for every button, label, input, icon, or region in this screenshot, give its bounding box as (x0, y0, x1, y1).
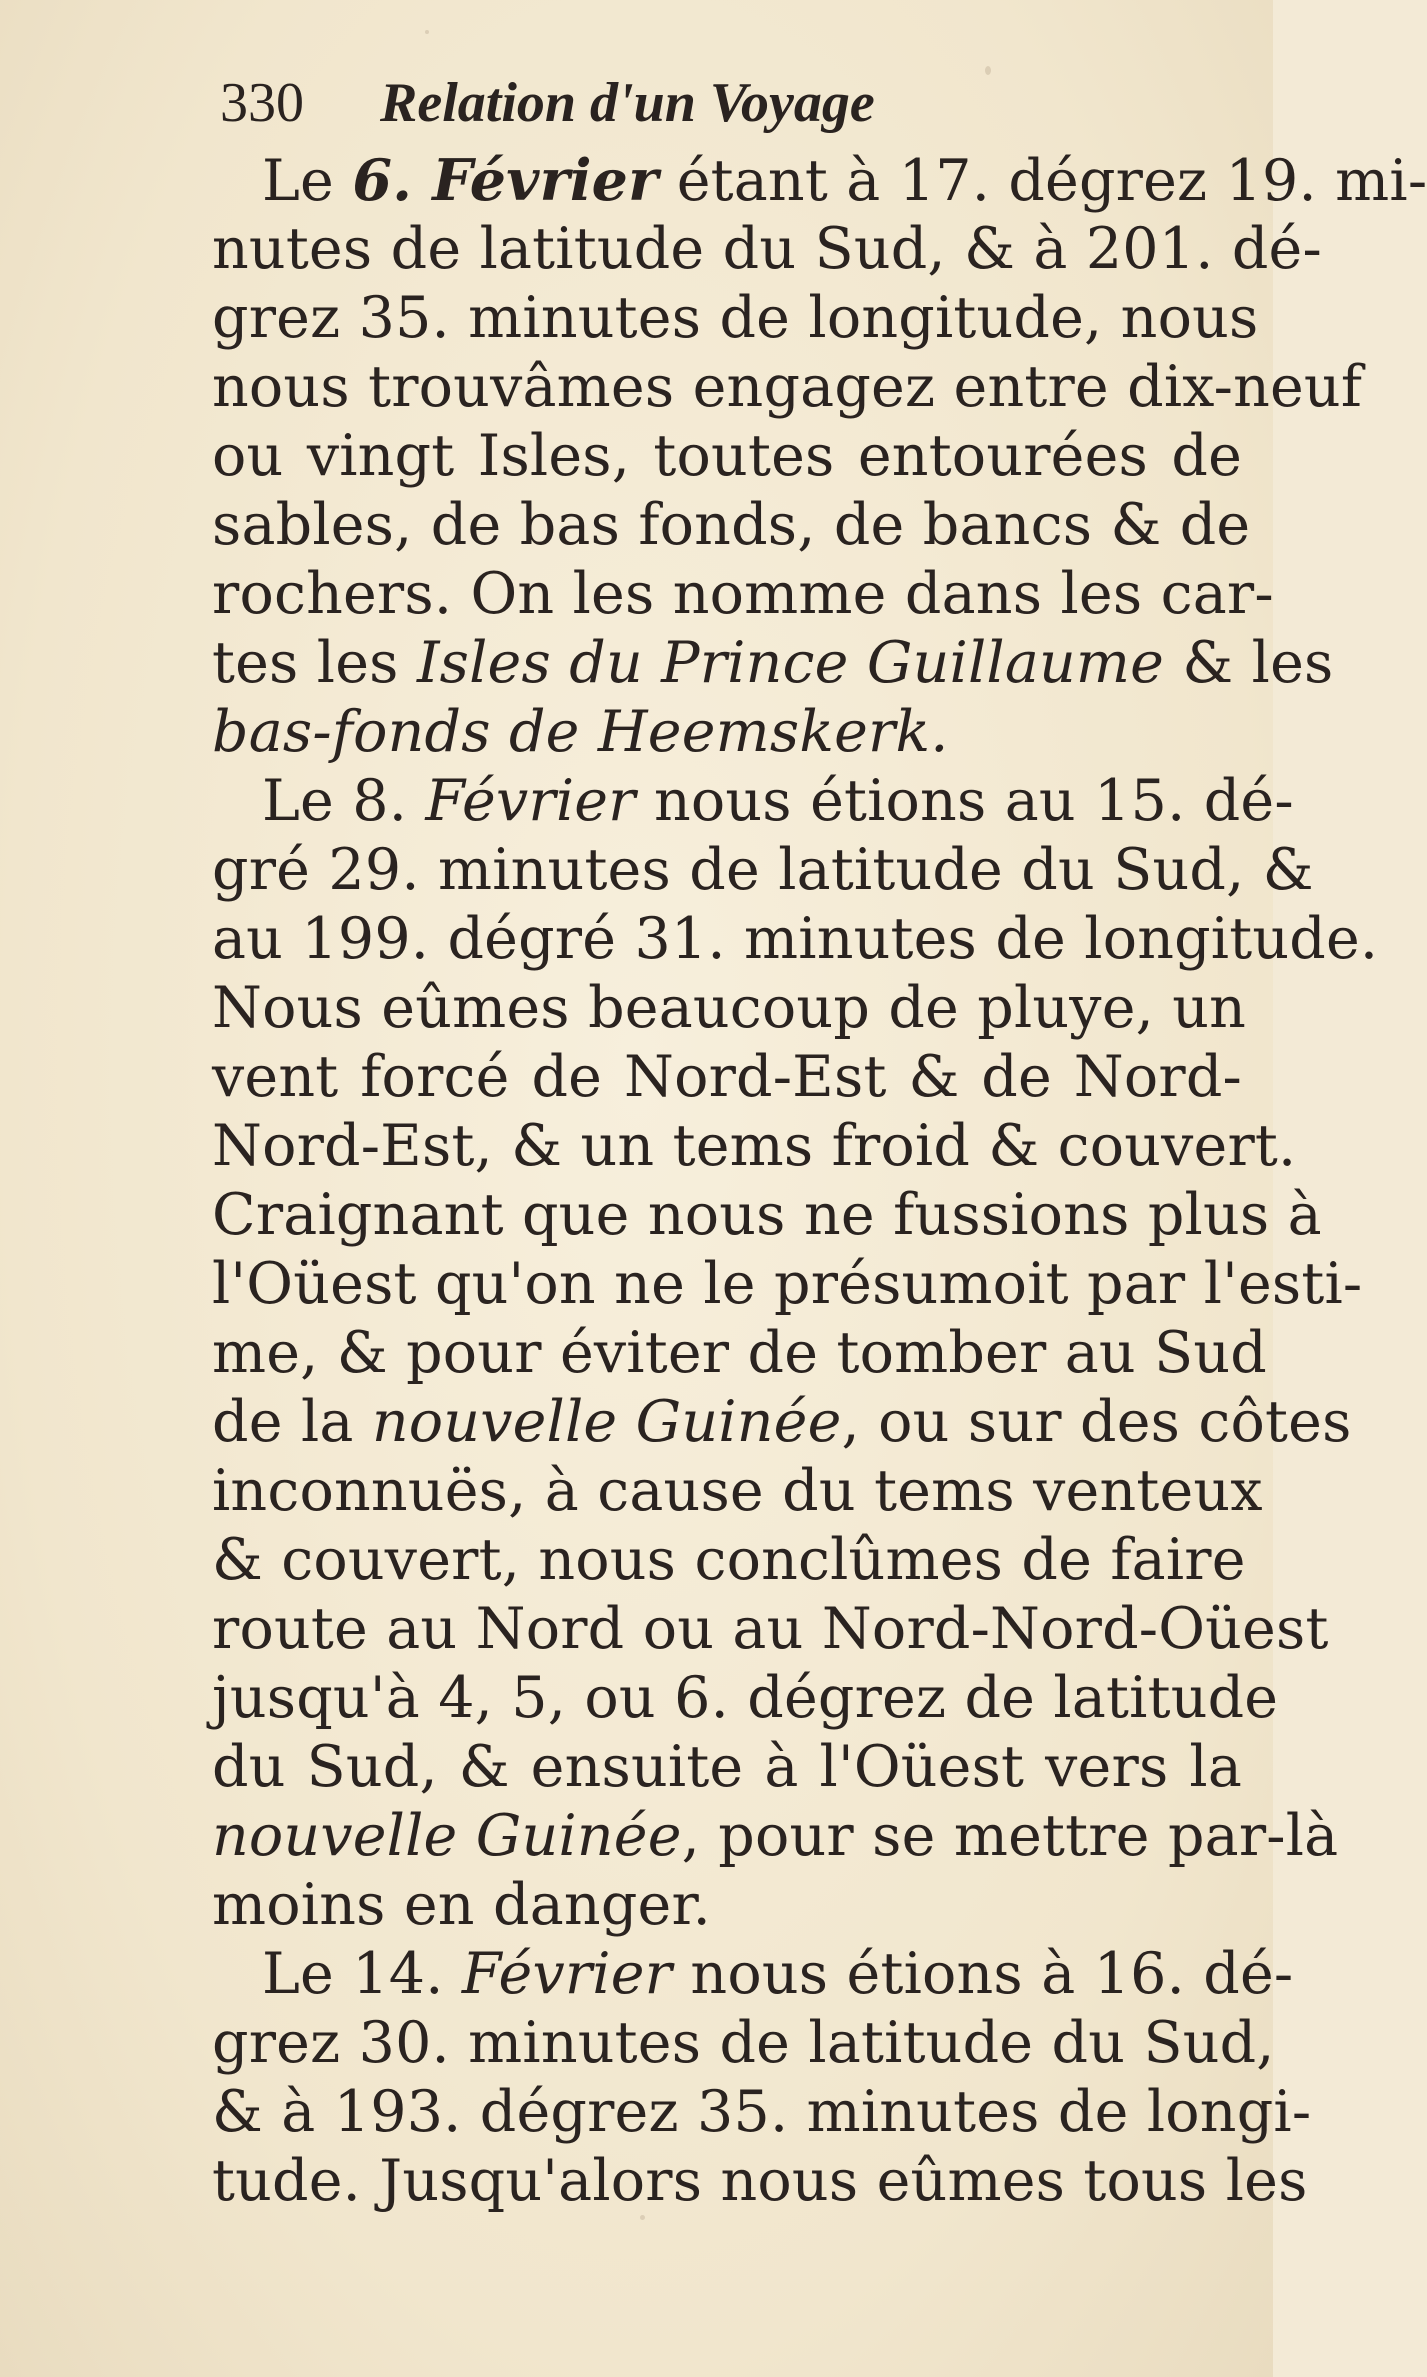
text-line (212, 215, 1322, 284)
text-run: tes les (212, 630, 417, 696)
text-line (212, 1112, 1297, 1181)
text-run: nous étions à 16. dé- (672, 1941, 1294, 2007)
text-run: rochers. On les nomme dans les car- (212, 561, 1274, 627)
text-line (212, 698, 1242, 767)
running-title: Relation d'un Voyage (380, 72, 875, 134)
text-line (212, 1043, 1242, 1112)
text-run: au 199. dégré 31. minutes de longitude. (212, 906, 1379, 972)
text-run: Le 14. (262, 1941, 462, 2007)
text-run: & les (1164, 630, 1334, 696)
text-line (212, 560, 1274, 629)
text-line (212, 2147, 1308, 2216)
text-run: ou vingt Isles, toutes entourées de (212, 423, 1242, 489)
text-line (212, 1595, 1329, 1664)
text-line (212, 629, 1334, 698)
text-run: jusqu'à 4, 5, ou 6. dégrez de latitude (212, 1665, 1279, 1731)
italic-phrase: bas-fonds de Heemskerk. (212, 699, 949, 765)
text-line (212, 1319, 1267, 1388)
text-run: étant à 17. dégrez 19. mi- (658, 148, 1427, 214)
italic-phrase: Février (425, 768, 636, 834)
text-line (212, 974, 1247, 1043)
text-line (212, 1457, 1263, 1526)
italic-phrase: 6. Février (352, 147, 659, 214)
paper-speck (425, 30, 429, 34)
text-line (212, 2009, 1275, 2078)
italic-phrase: Isles du Prince Guillaume (416, 630, 1165, 696)
text-line (212, 1940, 1294, 2009)
text-run: moins en danger. (212, 1872, 711, 1938)
text-run: sables, de bas fonds, de bancs & de (212, 492, 1251, 558)
text-line (212, 1871, 1242, 1940)
text-run: Craignant que nous ne fussions plus à (212, 1182, 1322, 1248)
text-run: & à 193. dégrez 35. minutes de longi- (212, 2079, 1312, 2145)
text-run: Nord-Est, & un tems froid & couvert. (212, 1113, 1297, 1179)
text-run: nutes de latitude du Sud, & à 201. dé- (212, 216, 1322, 282)
text-line (212, 491, 1251, 560)
text-line (212, 353, 1363, 422)
text-run: me, & pour éviter de tomber au Sud (212, 1320, 1267, 1386)
text-run: nous étions au 15. dé- (635, 768, 1294, 834)
text-run: grez 35. minutes de longitude, nous (212, 285, 1259, 351)
text-line (212, 905, 1379, 974)
text-run: Le 8. (262, 768, 426, 834)
text-run: Nous eûmes beaucoup de pluye, un (212, 975, 1247, 1041)
text-line (212, 1733, 1242, 1802)
text-run: de la (212, 1389, 372, 1455)
text-line (212, 2078, 1312, 2147)
text-run: route au Nord ou au Nord-Nord-Oüest (212, 1596, 1329, 1662)
text-run: & couvert, nous conclûmes de faire (212, 1527, 1246, 1593)
text-line (212, 146, 1427, 215)
text-run: Le (262, 148, 353, 214)
text-line (212, 1526, 1246, 1595)
text-line (212, 284, 1259, 353)
text-line (212, 1664, 1279, 1733)
running-head (220, 64, 1120, 142)
text-line (212, 1388, 1352, 1457)
italic-phrase: nouvelle Guinée (371, 1389, 842, 1455)
text-run: du Sud, & ensuite à l'Oüest vers la (212, 1734, 1242, 1800)
text-line (212, 422, 1242, 491)
italic-phrase: nouvelle Guinée (212, 1803, 682, 1869)
italic-phrase: Février (461, 1941, 673, 2007)
text-run: inconnuës, à cause du tems venteux (212, 1458, 1263, 1524)
text-run: grez 30. minutes de latitude du Sud, (212, 2010, 1275, 2076)
body-text (212, 146, 1427, 2216)
text-run: gré 29. minutes de latitude du Sud, & (212, 837, 1314, 903)
text-line (212, 1802, 1339, 1871)
text-run: nous trouvâmes engagez entre dix-neuf (212, 354, 1363, 420)
text-run: l'Oüest qu'on ne le présumoit par l'esti- (212, 1251, 1363, 1317)
text-run: tude. Jusqu'alors nous eûmes tous les (212, 2148, 1308, 2214)
text-run: , ou sur des côtes (841, 1389, 1352, 1455)
page-number: 330 (220, 72, 304, 134)
text-line (212, 1250, 1363, 1319)
text-line (212, 1181, 1322, 1250)
text-line (212, 836, 1314, 905)
text-run: , pour se mettre par-là (681, 1803, 1339, 1869)
text-run: vent forcé de Nord-Est & de Nord- (212, 1044, 1242, 1110)
text-line (212, 767, 1294, 836)
